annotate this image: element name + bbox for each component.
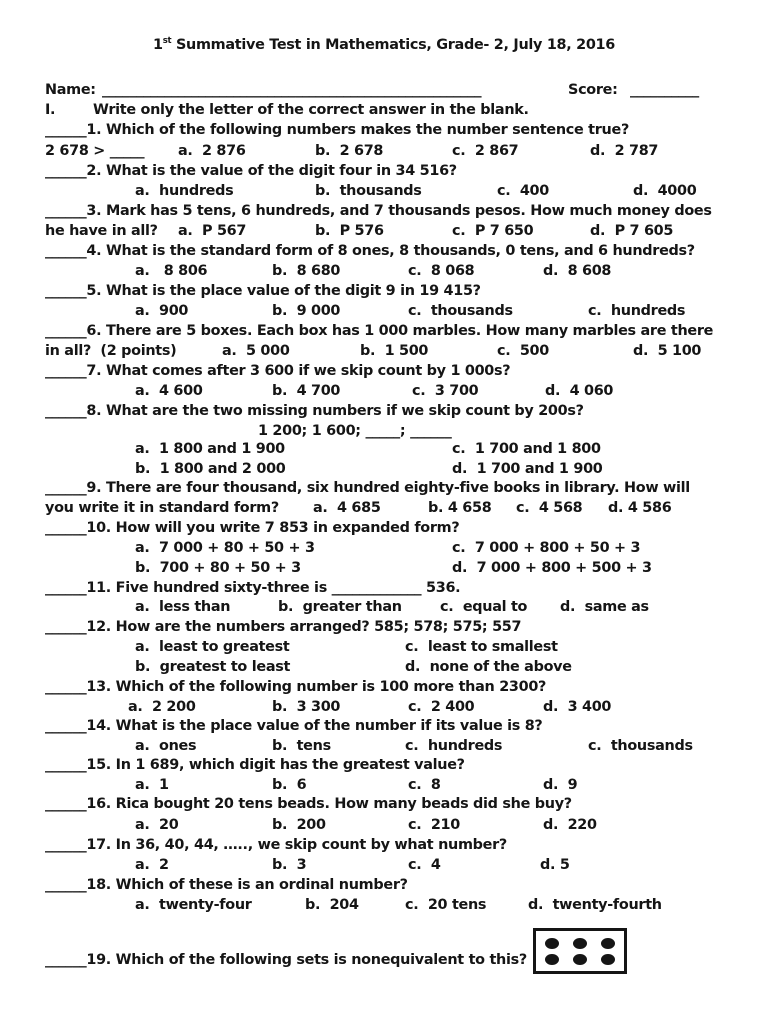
q6-options: [0, 341, 768, 361]
q9-options: [0, 498, 768, 518]
q12-stem: [0, 617, 768, 637]
q3-options: [0, 221, 768, 241]
question-text: ______16. Rica bought 20 tens beads. How many beads did she buy?: [45, 796, 572, 812]
q13-option-d: d. 3 400: [543, 699, 612, 715]
name-score-row: [0, 80, 768, 100]
question-text: ______4. What is the standard form of 8 ones, 8 thousands, 0 tens, and 6 hundreds?: [45, 243, 695, 259]
q11-option-d: d. same as: [560, 599, 649, 615]
q18-option-d: d. twenty-fourth: [528, 897, 662, 913]
q17-stem: [0, 835, 768, 855]
q3-option-d: d. P 7 605: [590, 223, 674, 239]
q8-stem: [0, 401, 768, 421]
q15-stem: [0, 755, 768, 775]
q9-stem: [0, 478, 768, 498]
question-text: ______17. In 36, 40, 44, ….., we skip count by what number?: [45, 837, 507, 853]
q12-option-b: b. greatest to least: [135, 659, 291, 675]
q10-options-row2: [0, 558, 768, 578]
q14-option-d: c. thousands: [588, 738, 693, 754]
q14-option-b: b. tens: [272, 738, 331, 754]
q17-options: [0, 855, 768, 875]
q1-option-a: a. 2 876: [178, 143, 246, 159]
q10-option-d: d. 7 000 + 800 + 500 + 3: [452, 560, 652, 576]
q13-option-b: b. 3 300: [272, 699, 341, 715]
question-text: ______12. How are the numbers arranged? 585; 578; 575; 557: [45, 619, 522, 635]
q18-option-b: b. 204: [305, 897, 359, 913]
question-text: ______3. Mark has 5 tens, 6 hundreds, and 7 thousands pesos. How much money does: [45, 203, 712, 219]
q7-option-b: b. 4 700: [272, 383, 341, 399]
q4-option-b: b. 8 680: [272, 263, 341, 279]
q4-option-c: c. 8 068: [408, 263, 475, 279]
q14-option-c: c. hundreds: [405, 738, 503, 754]
q1-number-sentence: 2 678 > _____: [45, 143, 145, 159]
q7-option-a: a. 4 600: [135, 383, 203, 399]
q10-options-row1: [0, 538, 768, 558]
q9-option-c: c. 4 568: [516, 500, 583, 516]
q15-options: [0, 775, 768, 795]
q8-options-row1: [0, 439, 768, 459]
q1-options: [0, 141, 768, 161]
q15-option-d: d. 9: [543, 777, 578, 793]
q4-stem: [0, 241, 768, 261]
q6-option-d: d. 5 100: [633, 343, 702, 359]
q4-option-d: d. 8 608: [543, 263, 612, 279]
section-numeral: I.: [45, 102, 56, 118]
page-title: [0, 35, 768, 55]
q5-option-c: c. thousands: [408, 303, 513, 319]
q16-options: [0, 815, 768, 835]
question-text: ______13. Which of the following number is 100 more than 2300?: [45, 679, 547, 695]
q16-option-b: b. 200: [272, 817, 326, 833]
dot-icon: [545, 954, 559, 965]
q8-option-c: c. 1 700 and 1 800: [452, 441, 601, 457]
question-text: ______6. There are 5 boxes. Each box has 1 000 marbles. How many marbles are there: [45, 323, 714, 339]
q18-option-c: c. 20 tens: [405, 897, 487, 913]
dot-icon: [601, 938, 615, 949]
q16-option-a: a. 20: [135, 817, 179, 833]
q15-option-b: b. 6: [272, 777, 307, 793]
q13-option-c: c. 2 400: [408, 699, 475, 715]
question-text: ______2. What is the value of the digit four in 34 516?: [45, 163, 457, 179]
name-label: Name:: [45, 82, 96, 98]
q2-option-b: b. thousands: [315, 183, 422, 199]
q15-option-c: c. 8: [408, 777, 441, 793]
q1-stem: [0, 120, 768, 140]
question-text: ______11. Five hundred sixty-three is _____________ 536.: [45, 580, 461, 596]
title-text: Summative Test in Mathematics, Grade- 2, July 18, 2016: [171, 37, 615, 53]
q9-stem-continued: you write it in standard form?: [45, 500, 279, 516]
q19-stem: [0, 950, 768, 970]
q2-option-c: c. 400: [497, 183, 549, 199]
question-text: ______19. Which of the following sets is nonequivalent to this?: [45, 952, 527, 968]
section-instruction: [0, 100, 768, 120]
q8-option-b: b. 1 800 and 2 000: [135, 461, 286, 477]
dot-icon: [573, 954, 587, 965]
q5-options: [0, 301, 768, 321]
q3-option-b: b. P 576: [315, 223, 384, 239]
q4-option-a: a. 8 806: [135, 263, 208, 279]
question-text: ______15. In 1 689, which digit has the greatest value?: [45, 757, 465, 773]
q16-option-d: d. 220: [543, 817, 597, 833]
q5-stem: [0, 281, 768, 301]
score-label: Score:: [568, 82, 618, 98]
q12-option-a: a. least to greatest: [135, 639, 290, 655]
six-dot-set-figure: [533, 928, 627, 974]
q17-option-a: a. 2: [135, 857, 169, 873]
q11-option-c: c. equal to: [440, 599, 528, 615]
q7-options: [0, 381, 768, 401]
q9-option-d: d. 4 586: [608, 500, 672, 516]
q2-options: [0, 181, 768, 201]
q6-option-b: b. 1 500: [360, 343, 429, 359]
q5-option-d: c. hundreds: [588, 303, 686, 319]
instruction-text: Write only the letter of the correct answer in the blank.: [93, 102, 529, 118]
q6-option-c: c. 500: [497, 343, 549, 359]
q10-option-c: c. 7 000 + 800 + 50 + 3: [452, 540, 641, 556]
q12-options-row1: [0, 637, 768, 657]
q17-option-d: d. 5: [540, 857, 570, 873]
q8-sequence-text: 1 200; 1 600; _____; ______: [258, 423, 452, 439]
q2-option-a: a. hundreds: [135, 183, 234, 199]
question-text: ______14. What is the place value of the number if its value is 8?: [45, 718, 543, 734]
q17-option-b: b. 3: [272, 857, 307, 873]
title-ordinal-sup: st: [162, 36, 172, 47]
q10-stem: [0, 518, 768, 538]
q3-option-c: c. P 7 650: [452, 223, 534, 239]
q13-option-a: a. 2 200: [128, 699, 196, 715]
q8-options-row2: [0, 459, 768, 479]
question-text: ______1. Which of the following numbers makes the number sentence true?: [45, 122, 630, 138]
q2-option-d: d. 4000: [633, 183, 697, 199]
q12-options-row2: [0, 657, 768, 677]
q8-option-d: d. 1 700 and 1 900: [452, 461, 603, 477]
q1-option-d: d. 2 787: [590, 143, 659, 159]
q6-stem: [0, 321, 768, 341]
q14-stem: [0, 716, 768, 736]
q3-stem: [0, 201, 768, 221]
q3-option-a: a. P 567: [178, 223, 247, 239]
title-text: 1: [153, 37, 163, 53]
q13-options: [0, 697, 768, 717]
q15-option-a: a. 1: [135, 777, 169, 793]
q18-stem: [0, 875, 768, 895]
q18-option-a: a. twenty-four: [135, 897, 252, 913]
q7-option-c: c. 3 700: [412, 383, 479, 399]
q11-option-a: a. less than: [135, 599, 231, 615]
q14-options: [0, 736, 768, 756]
q16-stem: [0, 794, 768, 814]
question-text: ______10. How will you write 7 853 in expanded form?: [45, 520, 460, 536]
question-text: ______8. What are the two missing numbers if we skip count by 200s?: [45, 403, 584, 419]
q4-options: [0, 261, 768, 281]
q2-stem: [0, 161, 768, 181]
q9-option-a: a. 4 685: [313, 500, 381, 516]
dot-icon: [573, 938, 587, 949]
q17-option-c: c. 4: [408, 857, 441, 873]
q1-option-b: b. 2 678: [315, 143, 384, 159]
q11-option-b: b. greater than: [278, 599, 402, 615]
question-text: ______18. Which of these is an ordinal number?: [45, 877, 408, 893]
q6-stem-continued: in all? (2 points): [45, 343, 177, 359]
q5-option-b: b. 9 000: [272, 303, 341, 319]
q13-stem: [0, 677, 768, 697]
q11-stem: [0, 578, 768, 598]
q12-option-c: c. least to smallest: [405, 639, 558, 655]
q18-options: [0, 895, 768, 915]
q1-option-c: c. 2 867: [452, 143, 519, 159]
q11-options: [0, 597, 768, 617]
q7-stem: [0, 361, 768, 381]
q14-option-a: a. ones: [135, 738, 197, 754]
q8-option-a: a. 1 800 and 1 900: [135, 441, 285, 457]
q5-option-a: a. 900: [135, 303, 189, 319]
dot-icon: [545, 938, 559, 949]
score-blank: __________: [630, 82, 699, 98]
question-text: ______7. What comes after 3 600 if we skip count by 1 000s?: [45, 363, 511, 379]
q9-option-b: b. 4 658: [428, 500, 492, 516]
q10-option-b: b. 700 + 80 + 50 + 3: [135, 560, 301, 576]
question-text: ______9. There are four thousand, six hundred eighty-five books in library. How will: [45, 480, 690, 496]
q12-option-d: d. none of the above: [405, 659, 572, 675]
question-text: ______5. What is the place value of the digit 9 in 19 415?: [45, 283, 481, 299]
q3-stem-continued: he have in all?: [45, 223, 158, 239]
name-blank: _______________________________________________________: [102, 82, 482, 98]
q6-option-a: a. 5 000: [222, 343, 290, 359]
q10-option-a: a. 7 000 + 80 + 50 + 3: [135, 540, 315, 556]
q16-option-c: c. 210: [408, 817, 460, 833]
q8-number-sequence: [0, 421, 768, 441]
q7-option-d: d. 4 060: [545, 383, 614, 399]
dot-icon: [601, 954, 615, 965]
